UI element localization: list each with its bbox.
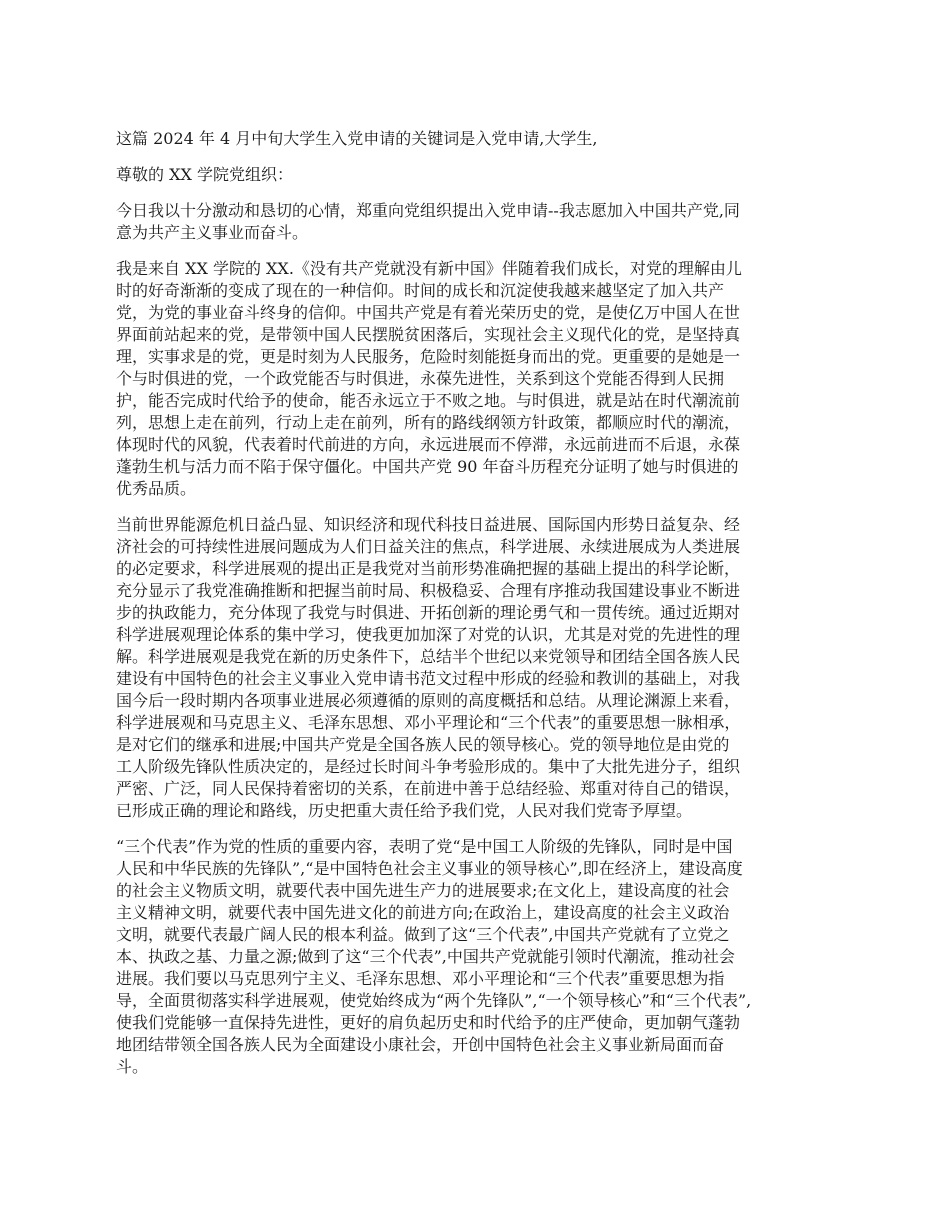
paragraph-line: 科学进展观和马克思主义、毛泽东思想、邓小平理论和“三个代表”的重要思想一脉相承， [116,713,741,732]
paragraph-line: 建设有中国特色的社会主义事业入党申请书范文过程中形成的经验和教训的基础上，对我 [116,669,741,688]
paragraph-line: 步的执政能力，充分体现了我党与时俱进、开拓创新的理论勇气和一贯传统。通过近期对 [116,603,741,622]
paragraph-line: 的必定要求，科学进展观的提出正是我党对当前形势准确把握的基础上提出的科学论断， [116,559,741,578]
paragraph-line: 当前世界能源危机日益凸显、知识经济和现代科技日益进展、国际国内形势日益复杂、经 [116,515,741,534]
paragraph-line: 本、执政之基、力量之源;做到了这“三个代表”,中国共产党就能引领时代潮流，推动社会 [116,947,735,966]
paragraph-line: 界面前站起来的党，是带领中国人民摆脱贫困落后，实现社会主义现代化的党，是坚持真 [116,325,741,344]
paragraph-line: 已形成正确的理论和路线，历史把重大责任给予我们党，人民对我们党寄予厚望。 [116,801,693,820]
paragraph-line: 我是来自 XX 学院的 XX.《没有共产党就没有新中国》伴随着我们成长，对党的理解由儿 [116,259,742,278]
paragraph-line: 充分显示了我党准确推断和把握当前时局、积极稳妥、合理有序推动我国建设事业不断进 [116,581,741,600]
paragraph-line: 济社会的可持续性进展问题成为人们日益关注的焦点，科学进展、永续进展成为人类进展 [116,537,741,556]
paragraph-line: 主义精神文明，就要代表中国先进文化的前进方向;在政治上，建设高度的社会主义政治 [116,903,730,922]
paragraph-line: 斗。 [116,1057,149,1076]
keyword-line: 这篇 2024 年 4 月中旬大学生入党申请的关键词是入党申请,大学生, [116,129,598,148]
paragraph-line: 体现时代的风貌，代表着时代前进的方向，永远进展而不停滞，永远前进而不后退，永葆 [116,435,741,454]
paragraph-line: 进展。我们要以马克思列宁主义、毛泽东思想、邓小平理论和“三个代表”重要思想为指 [116,969,725,988]
paragraph-1 [116,200,838,244]
paragraph-line: 优秀品质。 [116,479,197,498]
paragraph-line: 列，思想上走在前列，行动上走在前列，所有的路线纲领方针政策，都顺应时代的潮流， [116,413,741,432]
paragraph-line: 个与时俱进的党，一个政党能否与时俱进，永葆先进性，关系到这个党能否得到人民拥 [116,369,725,388]
paragraph-line: 解。科学进展观是我党在新的历史条件下，总结半个世纪以来党领导和团结全国各族人民 [116,647,741,666]
paragraph-line: 工人阶级先锋队性质决定的，是经过长时间斗争考验形成的。集中了大批先进分子，组织 [116,757,741,776]
paragraph-line: 的社会主义物质文明，就要代表中国先进生产力的进展要求;在文化上，建设高度的社会 [116,881,730,900]
paragraph-line: 使我们党能够一直保持先进性，更好的肩负起历史和时代给予的庄严使命，更加朝气蓬勃 [116,1013,741,1032]
paragraph-line: 理，实事求是的党，更是时刻为人民服务，危险时刻能挺身而出的党。更重要的是她是一 [116,347,741,366]
paragraph-line: 今日我以十分激动和恳切的心情，郑重向党组织提出入党申请--我志愿加入中国共产党,同 [116,201,740,220]
paragraph-line: 是对它们的继承和进展;中国共产党是全国各族人民的领导核心。党的领导地位是由党的 [116,735,730,754]
paragraph-line: 党，为党的事业奋斗终身的信仰。中国共产党是有着光荣历史的党，是使亿万中国人在世 [116,303,741,322]
paragraph-line: 时的好奇渐渐的变成了现在的一种信仰。时间的成长和沉淀使我越来越坚定了加入共产 [116,281,725,300]
paragraph-line: 护，能否完成时代给予的使命，能否永远立于不败之地。与时俱进，就是站在时代潮流前 [116,391,741,410]
paragraph-line: 科学进展观理论体系的集中学习，使我更加加深了对党的认识，尤其是对党的先进性的理 [116,625,741,644]
paragraph-3 [116,514,838,822]
salutation: 尊敬的 XX 学院党组织： [116,165,293,184]
paragraph-line: 人民和中华民族的先锋队”,“是中国特色社会主义事业的领导核心”,即在经济上，建设高度 [116,859,743,878]
document-page [116,128,838,1092]
paragraph-line: 意为共产主义事业而奋斗。 [116,223,309,242]
paragraph-line: 导，全面贯彻落实科学进展观，使党始终成为“两个先锋队”,“一个领导核心”和“三个代表”, [116,991,752,1010]
paragraph-line: “三个代表”作为党的性质的重要内容，表明了党“是中国工人阶级的先锋队，同时是中国 [116,837,733,856]
paragraph-line: 国今后一段时期内各项事业进展必须遵循的原则的高度概括和总结。从理论渊源上来看， [116,691,741,710]
paragraph-4 [116,836,838,1078]
paragraph-line: 严密、广泛，同人民保持着密切的关系，在前进中善于总结经验、郑重对待自己的错误， [116,779,741,798]
paragraph-2 [116,258,838,500]
paragraph-line: 地团结带领全国各族人民为全面建设小康社会，开创中国特色社会主义事业新局面而奋 [116,1035,725,1054]
paragraph-line: 文明，就要代表最广阔人民的根本利益。做到了这“三个代表”,中国共产党就有了立党之 [116,925,730,944]
paragraph-line: 蓬勃生机与活力而不陷于保守僵化。中国共产党 90 年奋斗历程充分证明了她与时俱进的 [116,457,739,476]
